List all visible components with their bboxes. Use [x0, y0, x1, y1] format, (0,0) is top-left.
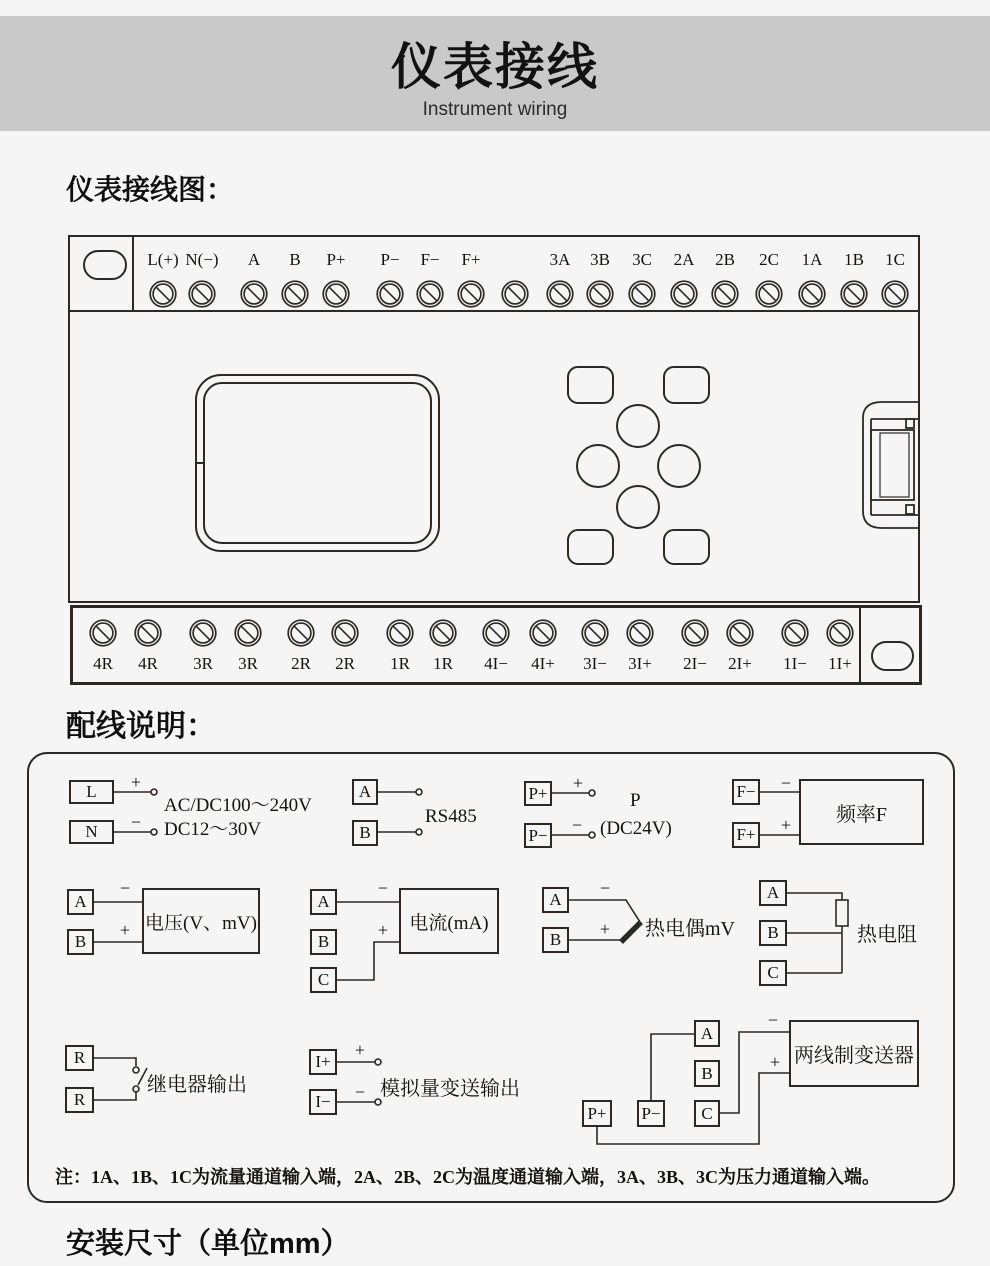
relay-label: 继电器输出 [147, 1074, 247, 1096]
terminal-box: A [542, 887, 569, 913]
terminal-box: P+ [524, 781, 552, 806]
terminal-label: 1A [801, 250, 823, 269]
function-key-icon [567, 366, 614, 404]
left-cell-divider [132, 237, 134, 312]
terminal-box: B [310, 929, 337, 955]
terminal-box: F− [732, 779, 760, 805]
polarity-sign: − [599, 878, 611, 898]
mounting-slot-icon [83, 250, 127, 280]
terminal-label: 1C [885, 250, 905, 269]
terminal-box: P− [524, 823, 552, 848]
right-cell-divider [859, 608, 861, 682]
terminal-label: 3R [193, 654, 213, 673]
terminal-box: A [694, 1020, 720, 1047]
terminal-screw [680, 618, 710, 648]
terminal-screw-icon [188, 618, 218, 648]
terminal-label: 1I+ [828, 654, 852, 673]
polarity-sign: + [119, 920, 131, 940]
terminal-label: L(+) [147, 250, 179, 269]
section-title-install: 安装尺寸（单位mm） [66, 1228, 350, 1260]
terminal-label: 1R [433, 654, 453, 673]
page-subtitle: Instrument wiring [422, 98, 568, 120]
section-title-wiring: 配线说明： [66, 710, 216, 743]
terminal-screw [528, 618, 558, 648]
side-connector-icon [858, 397, 920, 533]
polarity-sign: + [354, 1040, 366, 1060]
terminal-screw [286, 618, 316, 648]
terminal-label: 2I+ [728, 654, 752, 673]
terminal-box: C [759, 960, 787, 986]
terminal-screw [375, 279, 405, 309]
function-key-icon [663, 529, 710, 565]
terminal-label: 2R [291, 654, 311, 673]
terminal-box: B [352, 820, 378, 846]
terminal-box: F+ [732, 822, 760, 848]
analog-out-label: 模拟量变送输出 [380, 1078, 520, 1100]
up-key-icon [616, 404, 660, 448]
terminal-label: F− [420, 250, 440, 269]
terminal-screw [148, 279, 178, 309]
terminal-box: N [69, 820, 114, 844]
wiring-explanation-box [27, 752, 955, 1203]
terminal-screw [456, 279, 486, 309]
terminal-screw-icon [456, 279, 486, 309]
terminal-screw-icon [239, 279, 269, 309]
frequency-device-box: 频率F [799, 779, 924, 845]
terminal-screw-icon [680, 618, 710, 648]
terminal-screw-icon [625, 618, 655, 648]
terminal-box: R [65, 1045, 94, 1071]
terminal-screw-icon [545, 279, 575, 309]
terminal-label: 2I− [683, 654, 707, 673]
terminal-screw [321, 279, 351, 309]
terminal-screw-icon [481, 618, 511, 648]
terminal-screw-icon [385, 618, 415, 648]
polarity-sign: + [572, 773, 584, 793]
terminal-screw [330, 618, 360, 648]
terminal-label: 2C [759, 250, 779, 269]
terminal-box: B [542, 927, 569, 953]
terminal-screw [239, 279, 269, 309]
terminal-screw [627, 279, 657, 309]
terminal-screw [625, 618, 655, 648]
mounting-slot-icon [871, 641, 914, 671]
thermocouple-label: 热电偶mV [645, 918, 735, 940]
terminal-screw [585, 279, 615, 309]
terminal-screw-icon [580, 618, 610, 648]
rs485-label: RS485 [425, 806, 477, 827]
terminal-label: 1B [844, 250, 864, 269]
terminal-label: 2R [335, 654, 355, 673]
terminal-screw [780, 618, 810, 648]
p24-label: P [630, 790, 641, 811]
polarity-sign: − [377, 878, 389, 898]
polarity-sign: − [780, 773, 792, 793]
terminal-screw-icon [780, 618, 810, 648]
function-key-icon [663, 366, 710, 404]
voltage-device-box: 电压(V、mV) [142, 888, 260, 954]
terminal-label: 4R [138, 654, 158, 673]
terminal-screw [754, 279, 784, 309]
channel-note: 注：1A、1B、1C为流量通道输入端，2A、2B、2C为温度通道输入端，3A、3B、3C为压力通道输入端。 [55, 1167, 881, 1187]
terminal-screw-icon [797, 279, 827, 309]
function-key-icon [567, 529, 614, 565]
terminal-screw [545, 279, 575, 309]
terminal-label: 3C [632, 250, 652, 269]
polarity-sign: + [769, 1052, 781, 1072]
terminal-screw-icon [88, 618, 118, 648]
terminal-label: 2B [715, 250, 735, 269]
polarity-sign: − [119, 878, 131, 898]
terminal-box: I+ [309, 1049, 337, 1075]
terminal-screw-icon [825, 618, 855, 648]
terminal-screw-icon [148, 279, 178, 309]
terminal-screw [825, 618, 855, 648]
terminal-label: 3A [549, 250, 571, 269]
instrument-display-panel [195, 374, 440, 552]
display-inner-frame [203, 382, 432, 544]
terminal-box: R [65, 1087, 94, 1113]
bottom-terminal-strip [70, 605, 922, 685]
terminal-label: 3R [238, 654, 258, 673]
down-key-icon [616, 485, 660, 529]
terminal-screw-icon [710, 279, 740, 309]
terminal-label: 4R [93, 654, 113, 673]
polarity-sign: + [377, 920, 389, 940]
terminal-box: A [352, 779, 378, 805]
terminal-screw [428, 618, 458, 648]
terminal-box: A [759, 880, 787, 906]
terminal-label: P+ [326, 250, 346, 269]
terminal-screw [88, 618, 118, 648]
terminal-screw [500, 279, 530, 309]
terminal-label: P− [380, 250, 400, 269]
terminal-label: 4I+ [531, 654, 555, 673]
terminal-screw-icon [725, 618, 755, 648]
terminal-box: B [694, 1060, 720, 1087]
terminal-label: A [247, 250, 261, 269]
polarity-sign: + [130, 772, 142, 792]
terminal-screw-icon [286, 618, 316, 648]
polarity-sign: − [571, 815, 583, 835]
terminal-screw-icon [375, 279, 405, 309]
terminal-screw-icon [428, 618, 458, 648]
polarity-sign: − [767, 1010, 779, 1030]
terminal-screw [797, 279, 827, 309]
rtd-label: 热电阻 [857, 924, 917, 946]
power-spec-label: DC12～30V [164, 819, 262, 840]
terminal-box: A [310, 889, 337, 915]
terminal-screw-icon [330, 618, 360, 648]
terminal-box: C [310, 967, 337, 993]
transmitter-device-box: 两线制变送器 [789, 1020, 919, 1087]
terminal-screw-icon [754, 279, 784, 309]
left-key-icon [576, 444, 620, 488]
polarity-sign: − [130, 812, 142, 832]
terminal-screw [188, 618, 218, 648]
terminal-screw [880, 279, 910, 309]
terminal-screw [233, 618, 263, 648]
terminal-screw [385, 618, 415, 648]
terminal-screw-icon [669, 279, 699, 309]
terminal-box: A [67, 889, 94, 915]
terminal-screw [133, 618, 163, 648]
terminal-screw-icon [585, 279, 615, 309]
terminal-label: 3I− [583, 654, 607, 673]
terminal-screw-icon [880, 279, 910, 309]
terminal-screw-icon [321, 279, 351, 309]
terminal-screw-icon [839, 279, 869, 309]
terminal-screw-icon [233, 618, 263, 648]
terminal-label: 3I+ [628, 654, 652, 673]
terminal-box: L [69, 780, 114, 804]
terminal-screw [669, 279, 699, 309]
terminal-label: 3B [590, 250, 610, 269]
polarity-sign: + [599, 919, 611, 939]
terminal-screw-icon [133, 618, 163, 648]
terminal-screw-icon [528, 618, 558, 648]
page-title: 仪表接线 [391, 38, 599, 95]
terminal-box: B [759, 920, 787, 946]
terminal-label: 2A [673, 250, 695, 269]
terminal-label: B [289, 250, 301, 269]
terminal-screw [481, 618, 511, 648]
right-key-icon [657, 444, 701, 488]
terminal-box: P− [637, 1100, 665, 1127]
terminal-label: 1I− [783, 654, 807, 673]
terminal-screw [415, 279, 445, 309]
terminal-screw [280, 279, 310, 309]
terminal-label: F+ [461, 250, 481, 269]
terminal-box: P+ [582, 1100, 612, 1127]
terminal-screw [580, 618, 610, 648]
terminal-screw-icon [187, 279, 217, 309]
section-title-diagram: 仪表接线图： [66, 174, 235, 205]
current-device-box: 电流(mA) [399, 888, 499, 954]
terminal-box: I− [309, 1089, 337, 1115]
p24-label: (DC24V) [600, 818, 672, 839]
terminal-label: 1R [390, 654, 410, 673]
terminal-screw-icon [415, 279, 445, 309]
terminal-label: 4I− [484, 654, 508, 673]
power-spec-label: AC/DC100～240V [164, 795, 312, 816]
terminal-screw [710, 279, 740, 309]
terminal-box: B [67, 929, 94, 955]
display-notch [196, 462, 204, 464]
terminal-screw-icon [280, 279, 310, 309]
terminal-strip-divider-line [70, 310, 918, 312]
terminal-screw [725, 618, 755, 648]
terminal-box: C [694, 1100, 720, 1127]
terminal-screw-icon [500, 279, 530, 309]
terminal-screw-icon [627, 279, 657, 309]
terminal-screw [187, 279, 217, 309]
polarity-sign: − [354, 1082, 366, 1102]
instrument-diagram [68, 235, 920, 603]
polarity-sign: + [780, 815, 792, 835]
header-band [0, 16, 990, 131]
terminal-screw [839, 279, 869, 309]
terminal-label: N(−) [185, 250, 219, 269]
